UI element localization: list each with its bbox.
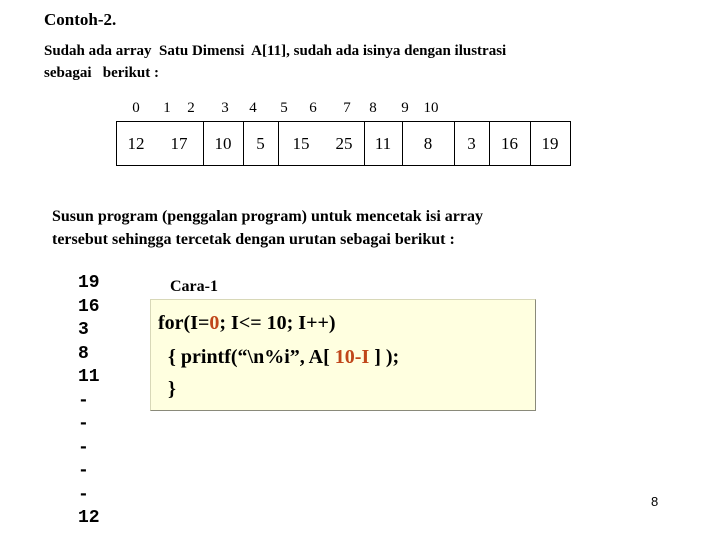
code-text: { printf(“\n%i”, A[ bbox=[158, 346, 335, 368]
array-index: 8 bbox=[369, 100, 377, 116]
output-line: - bbox=[78, 414, 89, 434]
task-text bbox=[52, 205, 672, 251]
page-number: 8 bbox=[651, 494, 659, 509]
array-cell: 16 bbox=[501, 134, 518, 153]
output-line: - bbox=[78, 484, 89, 505]
array-cell: 17 bbox=[170, 134, 188, 153]
array-cell: 11 bbox=[374, 134, 392, 153]
code-text: ; I<= 10; I++) bbox=[219, 312, 336, 334]
array-table bbox=[116, 121, 571, 166]
code-text: for(I= bbox=[158, 312, 210, 334]
code-line-2 bbox=[158, 346, 399, 369]
array-index: 2 bbox=[187, 100, 195, 116]
intro-text bbox=[44, 40, 644, 84]
intro-line-2: sebagai berikut : bbox=[44, 65, 160, 81]
array-index: 9 bbox=[401, 100, 409, 116]
output-line: 3 bbox=[78, 320, 89, 340]
output-line: - bbox=[78, 461, 89, 481]
intro-line-1: Sudah ada array Satu Dimensi A[11], sudah ada isinya dengan ilustrasi bbox=[44, 43, 507, 59]
expected-output-list bbox=[78, 272, 100, 531]
output-line: - bbox=[78, 390, 89, 411]
code-line-1 bbox=[158, 312, 336, 335]
array-index: 4 bbox=[249, 100, 257, 116]
task-line-2: tersebut sehingga tercetak dengan urutan sebagai berikut : bbox=[52, 231, 455, 248]
array-cell: 3 bbox=[467, 134, 476, 153]
array-index: 1 bbox=[163, 100, 171, 116]
array-index: 3 bbox=[221, 100, 229, 116]
array-cell: 8 bbox=[423, 134, 433, 153]
output-line: 12 bbox=[78, 508, 100, 528]
array-cell: 12 bbox=[127, 134, 145, 153]
output-line: 19 bbox=[78, 273, 100, 293]
array-index-row bbox=[116, 100, 572, 118]
array-index: 7 bbox=[343, 100, 351, 116]
output-line: 11 bbox=[78, 367, 100, 387]
array-cell: 15 bbox=[292, 134, 310, 153]
code-line-3: } bbox=[158, 378, 176, 400]
output-line: 8 bbox=[78, 343, 89, 364]
array-cell: 10 bbox=[214, 134, 232, 153]
output-line: - bbox=[78, 437, 89, 458]
code-text: ] ); bbox=[369, 346, 400, 368]
array-index: 10 bbox=[423, 100, 439, 116]
code-block bbox=[150, 299, 536, 411]
array-cell: 19 bbox=[541, 134, 559, 153]
code-highlight: 10-I bbox=[334, 346, 370, 368]
array-cell: 5 bbox=[256, 134, 265, 153]
task-line-1: Susun program (penggalan program) untuk mencetak isi array bbox=[52, 208, 483, 225]
array-index: 6 bbox=[309, 100, 317, 116]
array-index: 5 bbox=[280, 100, 288, 116]
array-cell: 25 bbox=[335, 134, 353, 153]
method-label: Cara-1 bbox=[170, 278, 218, 295]
array-index: 0 bbox=[132, 100, 140, 116]
output-line: 16 bbox=[78, 296, 100, 317]
slide-title: Contoh-2. bbox=[44, 10, 117, 29]
code-highlight: 0 bbox=[209, 312, 220, 334]
